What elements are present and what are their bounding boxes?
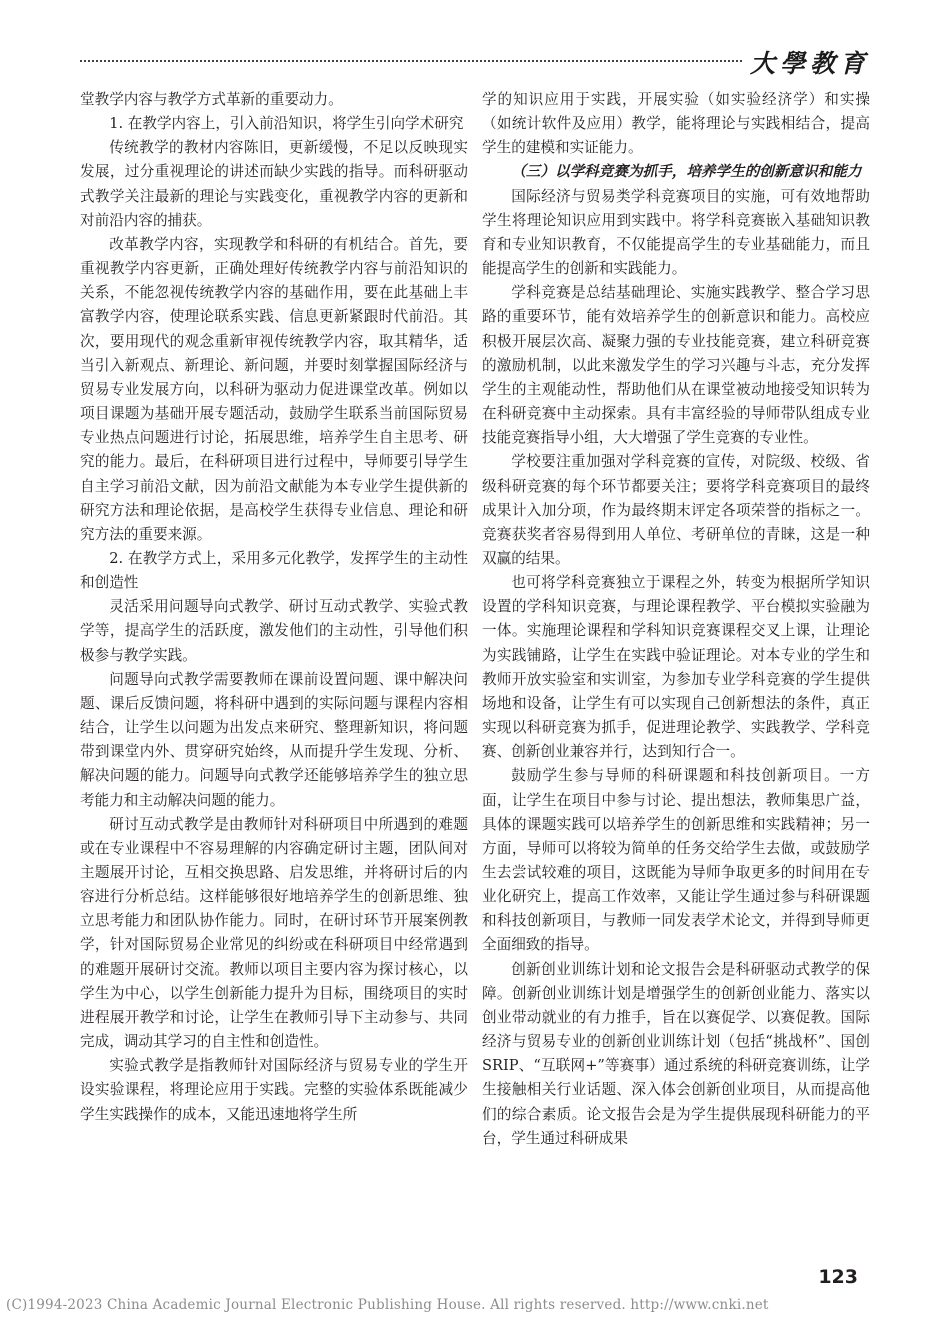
paragraph: 传统教学的教材内容陈旧，更新缓慢，不足以反映现实发展，过分重视理论的讲述而缺少实践的指导。而科研驱动式教学关注最新的理论与实践变化，重视教学内容的更新和对前沿内容的捕获。: [80, 139, 468, 229]
paragraph: 学校要注重加强对学科竞赛的宣传，对院级、校级、省级科研竞赛的每个环节都要关注；要将学科竞赛项目的最终成果计入加分项，作为最终期末评定各项荣誉的指标之一。竞赛获奖者容易得到用人单位、考研单位的青睐，这是一种双赢的结果。: [482, 453, 870, 567]
section-heading: 1. 在教学内容上，引入前沿知识，将学生引向学术研究: [109, 115, 464, 133]
paragraph: 鼓励学生参与导师的科研课题和科技创新项目。一方面，让学生在项目中参与讨论、提出想法，教师集思广益，具体的课题实践可以培养学生的创新思维和实践精神；另一方面，导师可以将较为简单的任务交给学生去做，或鼓励学生去尝试较难的项目，这既能为导师争取更多的时间用在专业化研究上，提高工作效率，又能让学生通过参与科研课题和科技创新项目，与教师一同发表学术论文，并得到导师更全面细致的指导。: [482, 767, 870, 954]
page-header: [80, 44, 870, 78]
paragraph: 堂教学内容与教学方式革新的重要动力。: [80, 91, 343, 108]
left-column: [80, 88, 468, 1127]
journal-logo: 大學教育: [749, 49, 870, 78]
section-heading: 2. 在教学方式上，采用多元化教学，发挥学生的主动性和创造性: [80, 549, 468, 592]
right-column: [482, 88, 870, 1151]
header-dotted-rule: [80, 60, 742, 62]
paragraph: 创新创业训练计划和论文报告会是科研驱动式教学的保障。创新创业训练计划是增强学生的创新创业能力、落实以创业带动就业的有力推手，旨在以赛促学、以赛促教。国际经济与贸易专业的创新创业训练计划（包括“挑战杯”、国创SRIP、“互联网+”等赛事）通过系统的科研竞赛训练，让学生接触相关行业话题、深入体会创新创业项目，从而提高他们的综合素质。论文报告会是为学生提供展现科研能力的平台，学生通过科研成果: [482, 960, 870, 1147]
paragraph: 也可将学科竞赛独立于课程之外，转变为根据所学知识设置的学科知识竞赛，与理论课程教学、平台模拟实验融为一体。实施理论课程和学科知识竞赛课程交叉上课，让理论为实践铺路，让学生在实践中验证理论。对本专业的学生和教师开放实验室和实训室，为参加专业学科竞赛的学生提供场地和设备，让学生有可以实现自己创新想法的条件，真正实现以科研竞赛为抓手，促进理论教学、实践教学、学科竞赛、创新创业兼容并行，达到知行合一。: [482, 574, 870, 761]
paragraph: 问题导向式教学需要教师在课前设置问题、课中解决问题、课后反馈问题，将科研中遇到的实际问题与课程内容相结合，让学生以问题为出发点来研究、整理新知识，将问题带到课堂内外、贯穿研究始终，从而提升学生发现、分析、解决问题的能力。问题导向式教学还能够培养学生的独立思考能力和主动解决问题的能力。: [80, 670, 468, 809]
copyright-notice: (C)1994-2023 China Academic Journal Electronic Publishing House. All rights reserved. http://www.cnki.net: [6, 1297, 769, 1313]
paragraph: 学的知识应用于实践，开展实验（如实验经济学）和实操（如统计软件及应用）教学，能将理论与实践相结合，提高学生的建模和实证能力。: [482, 91, 870, 157]
section-heading: （三）以学科竞赛为抓手，培养学生的创新意识和能力: [511, 163, 862, 181]
paragraph: 灵活采用问题导向式教学、研讨互动式教学、实验式教学等，提高学生的活跃度，激发他们的主动性，引导他们积极参与教学实践。: [80, 598, 468, 664]
paragraph: 改革教学内容，实现教学和科研的有机结合。首先，要重视教学内容更新，正确处理好传统教学内容与前沿知识的关系，不能忽视传统教学内容的基础作用，要在此基础上丰富教学内容，使理论联系实践、信息更新紧跟时代前沿。其次，要用现代的观念重新审视传统教学内容，取其精华，适当引入新观点、新理论、新问题，并要时刻掌握国际经济与贸易专业发展方向，以科研为驱动力促进课堂改革。例如以项目课题为基础开展专题活动，鼓励学生联系当前国际贸易专业热点问题进行讨论，拓展思维，培养学生自主思考、研究的能力。最后，在科研项目进行过程中，导师要引导学生自主学习前沿文献，因为前沿文献能为本专业学生提供新的研究方法和理论依据，是高校学生获得专业信息、理论和研究方法的重要来源。: [80, 235, 468, 543]
page-number: 123: [818, 1266, 858, 1288]
paragraph: 研讨互动式教学是由教师针对科研项目中所遇到的难题或在专业课程中不容易理解的内容确定研讨主题，团队间对主题展开讨论，互相交换思路、启发思维，并将研讨后的内容进行分析总结。这样能够很好地培养学生的创新思维、独立思考能力和团队协作能力。同时，在研讨环节开展案例教学，针对国际贸易企业常见的纠纷或在科研项目中经常遇到的难题开展研讨交流。教师以项目主要内容为探讨核心，以学生为中心，以学生创新能力提升为目标，围绕项目的实时进程展开教学和讨论，让学生在教师引导下主动参与、共同完成，调动其学习的自主性和创造性。: [80, 815, 468, 1051]
paragraph: 学科竞赛是总结基础理论、实施实践教学、整合学习思路的重要环节，能有效培养学生的创新意识和能力。高校应积极开展层次高、凝聚力强的专业技能竞赛，建立科研竞赛的激励机制，以此来激发学生的学习兴趣与斗志，充分发挥学生的主观能动性，帮助他们从在课堂被动地接受知识转为在科研竞赛中主动探索。具有丰富经验的导师带队组成专业技能竞赛指导小组，大大增强了学生竞赛的专业性。: [482, 284, 870, 447]
paragraph: 国际经济与贸易类学科竞赛项目的实施，可有效地帮助学生将理论知识应用到实践中。将学科竞赛嵌入基础知识教育和专业知识教育，不仅能提高学生的专业基础能力，而且能提高学生的创新和实践能力。: [482, 187, 870, 278]
paragraph: 实验式教学是指教师针对国际经济与贸易专业的学生开设实验课程，将理论应用于实践。完整的实验体系既能减少学生实践操作的成本，又能迅速地将学生所: [80, 1057, 468, 1123]
